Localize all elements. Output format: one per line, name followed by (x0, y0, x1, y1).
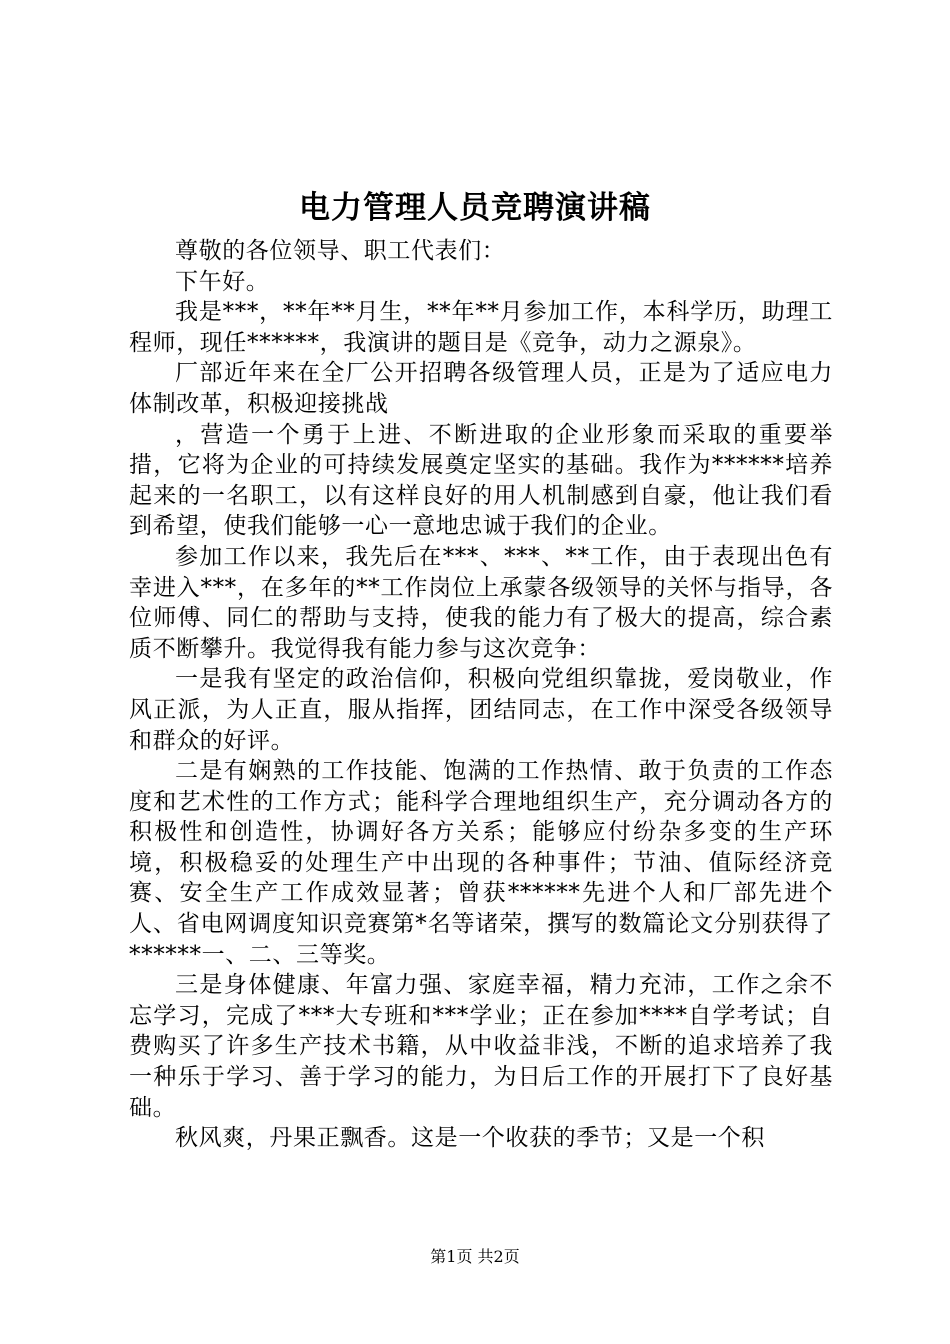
paragraph-background: 厂部近年来在全厂公开招聘各级管理人员，正是为了适应电力体制改革，积极迎接挑战 (129, 360, 833, 417)
paragraph-point-two: 二是有娴熟的工作技能、饱满的工作热情、敢于负责的工作态度和艺术性的工作方式；能科学合理地组织生产，充分调动各方的积极性和创造性，协调好各方关系；能够应付纷杂多变的生产环境，积极稳妥的处理生产中出现的各种事件；节油、值际经济竞赛、安全生产工作成效显著；曾获******先进个人和厂部先进个人、省电网调度知识竞赛第*名等诸荣，撰写的数篇论文分别获得了******一、二、三等奖。 (129, 758, 833, 968)
document-body (129, 236, 833, 1154)
paragraph-introduction: 我是***，**年**月生，**年**月参加工作，本科学历，助理工程师，现任******，我演讲的题目是《竞争，动力之源泉》。 (129, 299, 833, 356)
paragraph-point-one: 一是我有坚定的政治信仰，积极向党组织靠拢，爱岗敬业，作风正派，为人正直，服从指挥，团结同志，在工作中深受各级领导和群众的好评。 (129, 666, 833, 754)
document-title: 电力管理人员竞聘演讲稿 (299, 190, 651, 226)
paragraph-good-afternoon: 下午好。 (175, 268, 270, 295)
paragraph-point-three: 三是身体健康、年富力强、家庭幸福，精力充沛，工作之余不忘学习，完成了***大专班和***学业；正在参加****自学考试；自费购买了许多生产技术书籍，从中收益非浅，不断的追求培养了我一种乐于学习、善于学习的能力，为日后工作的开展打下了良好基础。 (129, 972, 833, 1121)
paragraph-greeting: 尊敬的各位领导、职工代表们： (175, 238, 506, 264)
paragraph-closing-start: 秋风爽，丹果正飘香。这是一个收获的季节；又是一个积 (175, 1125, 765, 1152)
page-footer: 第1页 共2页 (430, 1247, 520, 1266)
paragraph-background-continued: ，营造一个勇于上进、不断进取的企业形象而采取的重要举措，它将为企业的可持续发展奠定坚实的基础。我作为******培养起来的一名职工，以有这样良好的用人机制感到自豪，他让我们看到希望，使我们能够一心一意地忠诚于我们的企业。 (129, 421, 833, 540)
paragraph-experience: 参加工作以来，我先后在***、***、**工作，由于表现出色有幸进入***，在多年的**工作岗位上承蒙各级领导的关怀与指导，各位师傅、同仁的帮助与支持，使我的能力有了极大的提高，综合素质不断攀升。我觉得我有能力参与这次竞争： (129, 543, 833, 662)
